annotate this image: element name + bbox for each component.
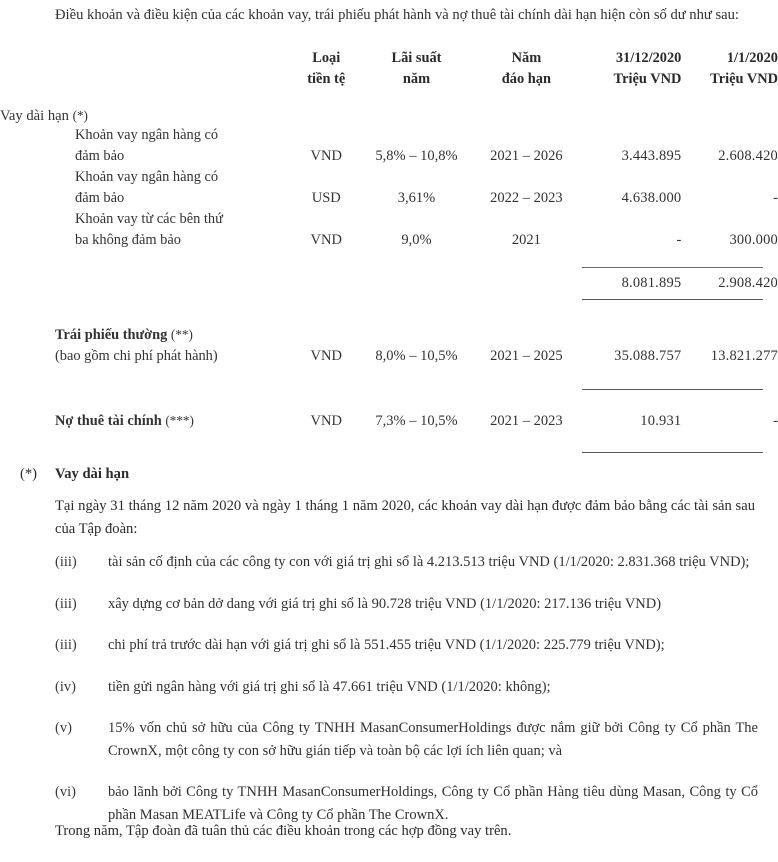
list-item-marker: (iii)	[55, 595, 77, 612]
bond-title: Trái phiếu thường	[55, 327, 168, 343]
header-col1-unit: Triệu VND	[613, 71, 682, 87]
list-item-text: 15% vốn chủ sở hữu của Công ty TNHH MasanConsumerHoldings được nắm giữ bởi Công ty Cổ phần The CrownX, một công ty con sở hữu gián tiếp và toàn bộ các lợi ích liên quan; và	[108, 720, 758, 759]
lease-bottom-rule-col2	[681, 452, 763, 453]
list-item	[55, 634, 758, 657]
spacer	[0, 92, 778, 108]
row-maturity-year: 2021 – 2026	[490, 148, 563, 164]
row-label-secured-bank-loan-vnd	[0, 125, 291, 167]
header-col-2020-01-01	[681, 48, 778, 92]
row-interest-rate: 3,61%	[397, 190, 436, 206]
row-currency: VND	[310, 232, 342, 248]
row-label-ordinary-bonds	[0, 324, 291, 367]
row-maturity-year: 2022 – 2023	[490, 190, 563, 206]
header-maturity-line1: Năm	[511, 50, 542, 66]
lease-title-line	[55, 410, 291, 432]
header-currency-line2: tiền tệ	[307, 71, 346, 87]
bond-subtitle: (bao gồm chi phí phát hành)	[55, 348, 218, 364]
footnote-title: Vay dài hạn	[55, 466, 130, 482]
list-item-text: tiền gửi ngân hàng với giá trị ghi sổ là 47.661 triệu VND (1/1/2020: không);	[108, 678, 551, 695]
lease-value-2020-01-01: -	[773, 413, 778, 429]
lease-currency: VND	[310, 413, 342, 429]
subtotal-value-2020-01-01: 2.908.420	[718, 275, 778, 291]
row-label-third-party-unsecured-loan	[0, 209, 291, 251]
header-maturity	[471, 48, 582, 92]
lease-bottom-rule-row	[0, 452, 778, 453]
header-currency-line1: Loại	[312, 50, 341, 66]
loans-table	[0, 48, 778, 453]
bond-marker: (**)	[170, 327, 193, 342]
list-item-marker: (iii)	[55, 554, 77, 570]
footnote-list	[55, 551, 758, 845]
row-label-line1: Khoản vay từ các bên thứ	[75, 211, 223, 227]
spacer	[0, 251, 778, 267]
header-rate	[362, 48, 471, 92]
bond-maturity-year: 2021 – 2025	[490, 348, 563, 364]
list-item-text: xây dựng cơ bản dở dang với giá trị ghi sổ là 90.728 triệu VND (1/1/2020: 217.136 triệu VND)	[108, 595, 662, 612]
row-value-2020-12-31: -	[676, 232, 682, 248]
list-item-marker: (iv)	[55, 678, 76, 695]
row-interest-rate: 9,0%	[401, 232, 432, 248]
spacer	[0, 432, 778, 452]
header-col1-date: 31/12/2020	[615, 50, 682, 66]
header-rate-line2: năm	[402, 71, 431, 87]
table-row	[0, 209, 778, 251]
header-rate-line1: Lãi suất	[391, 50, 442, 66]
group-title-long-term-loans	[0, 108, 291, 125]
header-maturity-line2: đáo hạn	[501, 71, 551, 87]
row-value-2020-12-31: 4.638.000	[621, 190, 682, 206]
footnote-paragraph: Tại ngày 31 tháng 12 năm 2020 và ngày 1 tháng 1 năm 2020, các khoản vay dài hạn được đảm bảo bằng các tài sản sau của Tập đoàn:	[55, 498, 755, 537]
subtotal-row	[0, 273, 778, 294]
row-value-2020-01-01: 300.000	[729, 232, 778, 248]
row-label-secured-bank-loan-usd	[0, 167, 291, 209]
spacer	[0, 367, 778, 389]
row-label-line2: đảm bảo	[75, 190, 125, 206]
bond-row	[0, 324, 778, 367]
footnote-heading	[20, 463, 129, 485]
list-item-marker: (iii)	[55, 637, 77, 653]
header-label	[0, 48, 291, 92]
intro-paragraph: Điều khoản và điều kiện của các khoản vay, trái phiếu phát hành và nợ thuê tài chính dài hạn hiện còn số dư như sau:	[55, 7, 739, 23]
row-value-2020-01-01: -	[773, 190, 778, 206]
row-value-2020-01-01: 2.608.420	[718, 148, 778, 164]
list-item-text: tài sản cố định của các công ty con với giá trị ghi sổ là 4.213.513 triệu VND (1/1/2020: 2.831.368 triệu VND);	[108, 554, 750, 570]
group-title-marker: (*)	[72, 108, 88, 123]
row-label-line1: Khoản vay ngân hàng có	[75, 169, 219, 185]
group-title-row-long-term-loans	[0, 108, 778, 125]
row-value-2020-12-31: 3.443.895	[621, 148, 682, 164]
table-header-row	[0, 48, 778, 92]
list-item-marker: (v)	[55, 720, 72, 736]
row-maturity-year: 2021	[511, 232, 541, 248]
spacer	[0, 300, 778, 324]
group-title-text: Vay dài hạn	[0, 108, 69, 124]
bond-value-2020-12-31: 35.088.757	[614, 348, 682, 364]
bond-interest-rate: 8,0% – 10,5%	[375, 348, 458, 364]
list-item	[55, 551, 758, 574]
lease-marker: (***)	[165, 413, 194, 428]
header-col2-date: 1/1/2020	[726, 50, 778, 66]
bond-title-line	[55, 324, 291, 346]
lease-interest-rate: 7,3% – 10,5%	[375, 413, 458, 429]
header-col-2020-12-31	[582, 48, 682, 92]
list-item-text: bảo lãnh bởi Công ty TNHH MasanConsumerHoldings, Công ty Cổ phần Hàng tiêu dùng Masan, Công ty Cổ phần Masan MEATLife và Công ty Cổ phần The CrownX.	[108, 784, 758, 823]
closing-paragraph: Trong năm, Tập đoàn đã tuân thủ các điều khoản trong các hợp đồng vay trên.	[55, 823, 512, 839]
lease-bottom-rule-col1	[582, 452, 682, 453]
subtotal-value-2020-12-31: 8.081.895	[621, 275, 682, 291]
row-label-line2: ba không đảm bảo	[75, 232, 181, 248]
table-row	[0, 125, 778, 167]
header-currency	[291, 48, 362, 92]
bond-value-2020-01-01: 13.821.277	[710, 348, 778, 364]
lease-maturity-year: 2021 – 2023	[490, 413, 563, 429]
header-col2-unit: Triệu VND	[710, 71, 778, 87]
row-label-finance-lease	[0, 410, 291, 432]
row-label-line2: đảm bảo	[75, 148, 125, 164]
table-row	[0, 167, 778, 209]
list-item	[55, 717, 758, 762]
list-item	[55, 676, 758, 699]
row-currency: USD	[311, 190, 341, 206]
list-item	[55, 593, 758, 616]
row-currency: VND	[310, 148, 342, 164]
list-item-text: chi phí trả trước dài hạn với giá trị ghi sổ là 551.455 triệu VND (1/1/2020: 225.779 triệu VND);	[108, 637, 665, 653]
row-label-line1: Khoản vay ngân hàng có	[75, 127, 219, 143]
spacer	[0, 390, 778, 410]
lease-value-2020-12-31: 10.931	[640, 413, 682, 429]
finance-lease-row	[0, 410, 778, 432]
list-item-marker: (vi)	[55, 784, 76, 800]
row-interest-rate: 5,8% – 10,8%	[375, 148, 458, 164]
lease-title: Nợ thuê tài chính	[55, 413, 162, 429]
bond-currency: VND	[310, 348, 342, 364]
footnote-marker: (*)	[20, 466, 38, 482]
